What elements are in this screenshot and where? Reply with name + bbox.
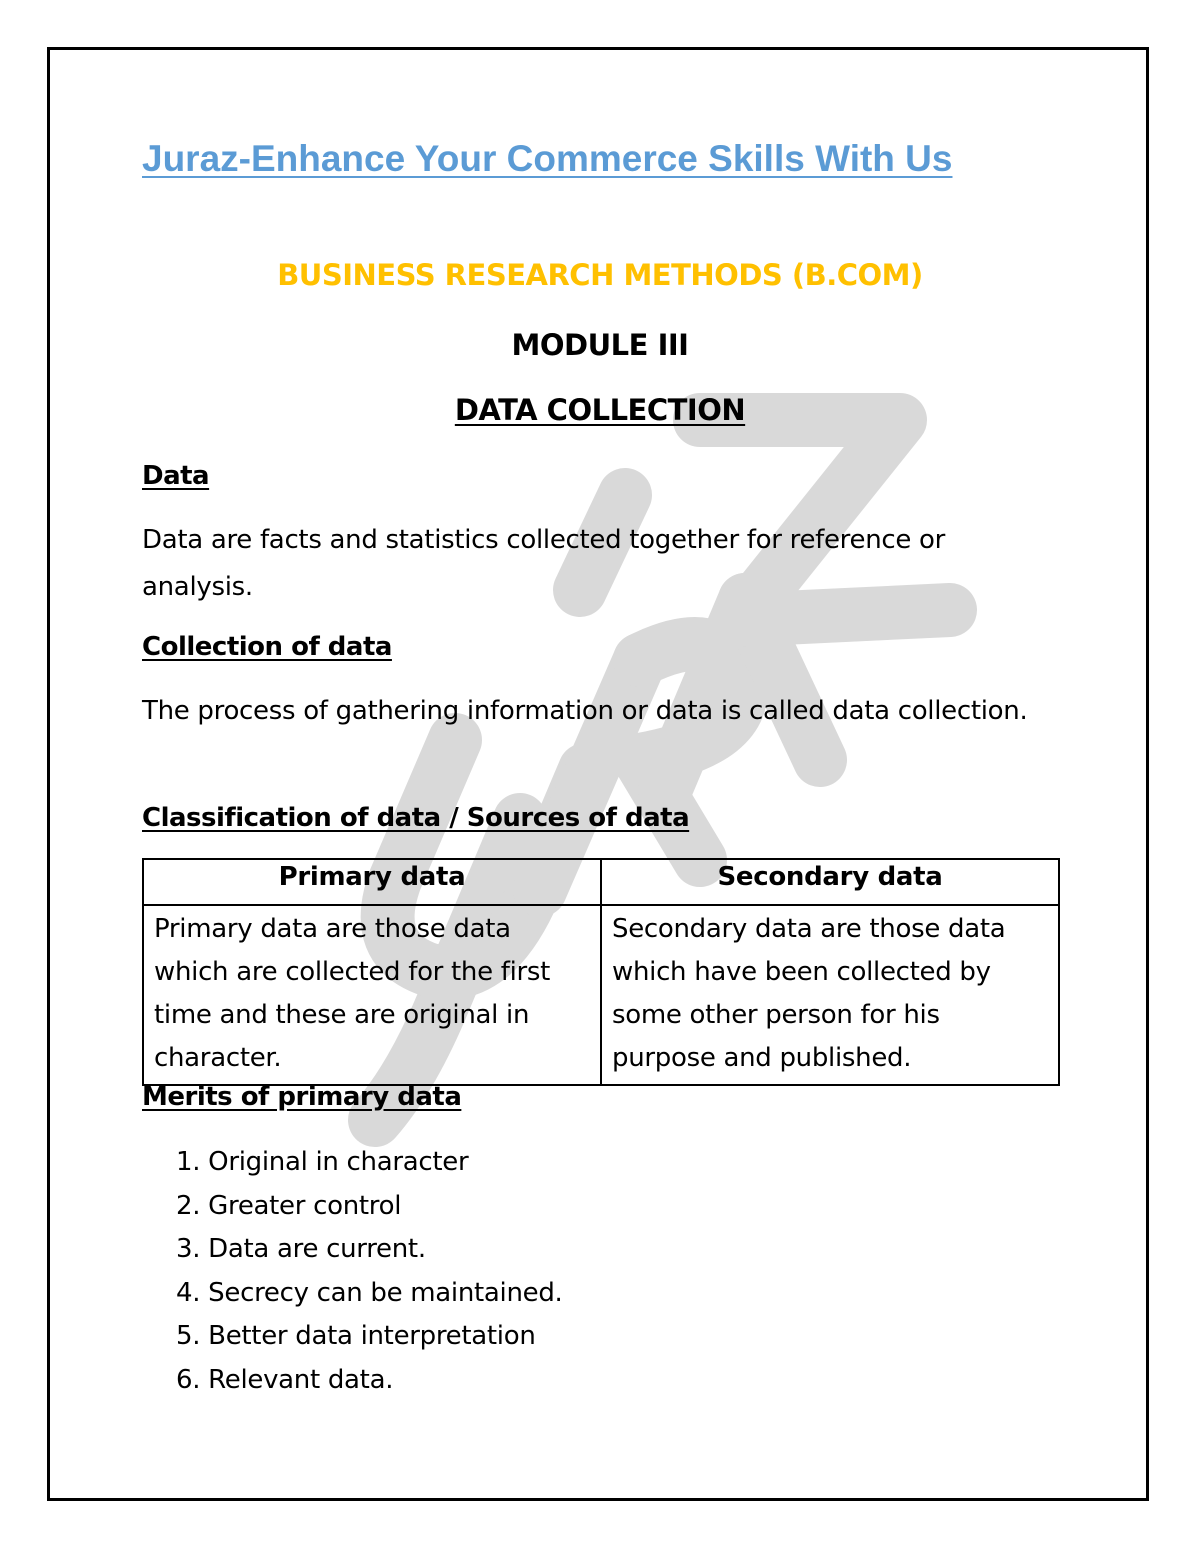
list-item: 4. Secrecy can be maintained. (176, 1277, 563, 1308)
table-header-row (143, 859, 1059, 905)
section-heading-data: Data (142, 461, 210, 491)
list-item: 3. Data are current. (176, 1234, 426, 1264)
table-header-secondary: Secondary data (601, 859, 1059, 905)
table-header-primary: Primary data (143, 859, 601, 905)
list-item: 2. Greater control (176, 1190, 402, 1221)
section-heading-collection: Collection of data (142, 632, 392, 662)
list-item: 5. Better data interpretation (176, 1321, 536, 1351)
chapter-title: DATA COLLECTION (454, 393, 746, 427)
classification-table (142, 858, 1060, 1086)
section-text-data: Data are facts and statistics collected together for reference or analysis. (142, 525, 946, 602)
list-item: 6. Relevant data. (176, 1364, 394, 1395)
site-title-link[interactable]: Juraz-Enhance Your Commerce Skills With Us (142, 138, 953, 179)
list-item: 1. Original in character (176, 1147, 469, 1177)
table-row (143, 905, 1059, 1085)
table-cell-secondary: Secondary data are those data which have been collected by some other person for his purpose and published. (601, 905, 1059, 1085)
module-title: MODULE III (511, 328, 689, 362)
table-cell-primary: Primary data are those data which are collected for the first time and these are original in character. (143, 905, 601, 1085)
course-title: BUSINESS RESEARCH METHODS (B.COM) (277, 258, 923, 292)
section-heading-classification: Classification of data / Sources of data (142, 803, 690, 833)
merits-list (176, 1141, 563, 1402)
section-heading-merits: Merits of primary data (142, 1082, 462, 1112)
section-text-collection: The process of gathering information or data is called data collection. (142, 696, 1028, 726)
